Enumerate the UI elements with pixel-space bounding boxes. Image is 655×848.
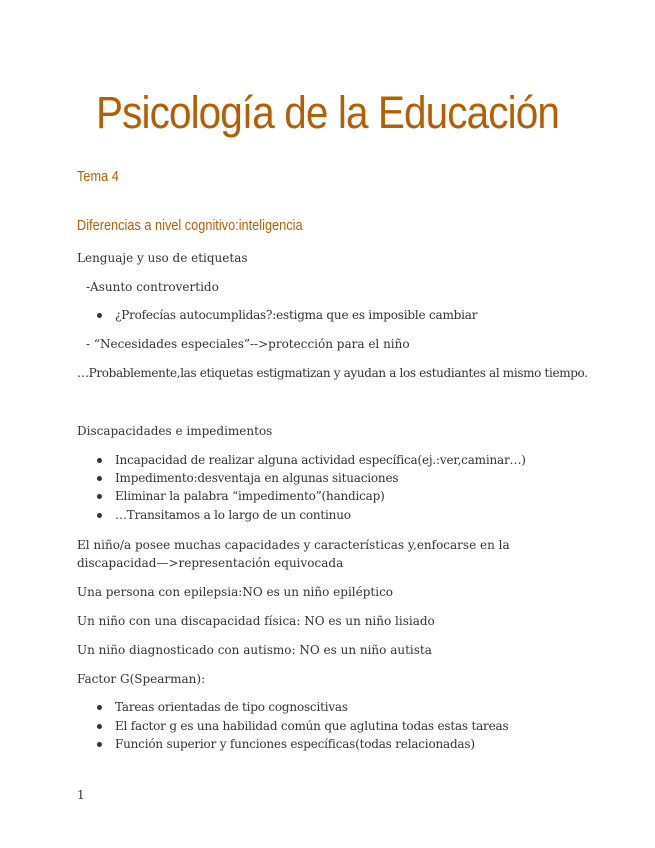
bullet-icon (97, 494, 102, 499)
topic-heading: Tema 4 (77, 169, 119, 185)
autism-line: Un niño diagnosticado con autismo: NO es un niño autista (77, 643, 432, 657)
bullet-icon (97, 476, 102, 481)
bullet-icon (97, 724, 102, 729)
list-item: Impedimento:desventaja en algunas situaciones (115, 471, 399, 485)
list-item: Tareas orientadas de tipo cognoscitivas (115, 700, 348, 714)
labels-heading: Lenguaje y uso de etiquetas (77, 251, 248, 265)
list-item: Incapacidad de realizar alguna actividad específica(ej.:ver,caminar…) (115, 453, 526, 467)
disabilities-heading: Discapacidades e impedimentos (77, 424, 273, 438)
section-heading: Diferencias a nivel cognitivo:inteligencia (77, 218, 303, 234)
page-number: 1 (77, 788, 85, 802)
bullet-icon (97, 513, 102, 518)
special-needs-line: - “Necesidades especiales”-->protección para el niño (86, 337, 410, 351)
list-item: …Transitamos a lo largo de un continuo (115, 508, 351, 522)
physical-disability-line: Un niño con una discapacidad física: NO es un niño lisiado (77, 614, 435, 628)
list-item: Función superior y funciones específicas(todas relacionadas) (115, 737, 475, 751)
list-item: El factor g es una habilidad común que aglutina todas estas tareas (115, 719, 509, 733)
list-item: Eliminar la palabra “impedimento”(handicap) (115, 489, 385, 503)
bullet-icon (97, 705, 102, 710)
epilepsy-line: Una persona con epilepsia:NO es un niño epiléptico (77, 585, 394, 599)
conclusion-line: …Probablemente,las etiquetas estigmatizan y ayudan a los estudiantes al mismo tiempo. (77, 366, 588, 380)
controversial-line: -Asunto controvertido (86, 280, 219, 294)
bullet-icon (97, 742, 102, 747)
factor-g-heading: Factor G(Spearman): (77, 672, 206, 686)
document-title: Psicología de la Educación (96, 87, 559, 138)
child-paragraph-line-2: discapacidad—>representación equivocada (77, 556, 344, 570)
list-item: ¿Profecías autocumplidas?:estigma que es imposible cambiar (115, 308, 478, 322)
bullet-icon (97, 313, 102, 318)
child-paragraph-line-1: El niño/a posee muchas capacidades y características y,enfocarse en la (77, 538, 510, 552)
bullet-icon (97, 458, 102, 463)
